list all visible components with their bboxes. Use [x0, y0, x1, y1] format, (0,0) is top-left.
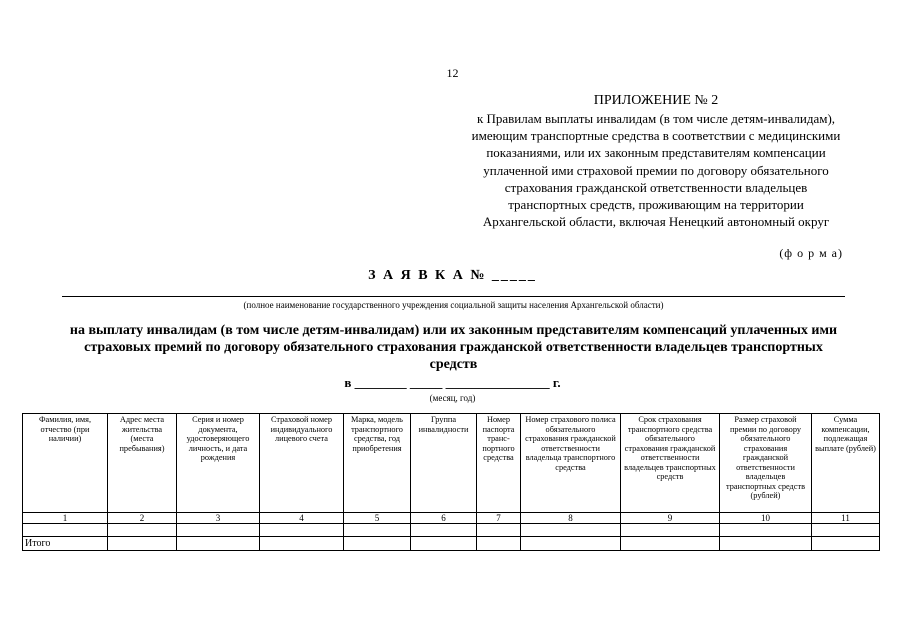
period-line: в ________ _____ ________________ г. [344, 375, 561, 390]
appendix-description: к Правилам выплаты инвалидам (в том числе детям-инвалидам), имеющим транспортные средства в соответствии с медицинскими показаниями, или их законным представителям компенсации уплаченной ими страховой премии по договору обязательного страхования гражданской ответственности владельцев транспортных средств, проживающим на территории Архангельской области, включая Ненецкий автономный округ [471, 111, 841, 230]
column-header: Номер паспорта транс- портного средства [477, 414, 521, 513]
table-cell [260, 524, 344, 537]
table-header-row [23, 414, 880, 513]
page-number: 12 [446, 66, 459, 80]
column-number: 2 [108, 513, 177, 524]
column-number: 6 [411, 513, 477, 524]
column-header: Сумма компенсации, подлежащая выплате (рублей) [812, 414, 880, 513]
column-header: Адрес места жительства (места пребывания) [108, 414, 177, 513]
table-cell [477, 537, 521, 551]
table-cell [108, 537, 177, 551]
column-header: Номер страхового полиса обязательного страхования гражданской ответственности владельца транспортного средства [521, 414, 621, 513]
organization-caption: (полное наименование государственного учреждения социальной защиты населения Архангельской области) [243, 300, 664, 310]
column-number: 3 [177, 513, 260, 524]
table-cell [23, 524, 108, 537]
column-header: Срок страхования транспортного средства обязательного страхования гражданской ответственности владельцев транспортных средств [621, 414, 720, 513]
column-number: 4 [260, 513, 344, 524]
column-number: 9 [621, 513, 720, 524]
table-cell [621, 537, 720, 551]
form-label: (ф о р м а) [779, 246, 843, 260]
column-number: 8 [521, 513, 621, 524]
table-cell [477, 524, 521, 537]
table-cell [344, 537, 411, 551]
table-cell [108, 524, 177, 537]
table-cell [411, 524, 477, 537]
column-number: 7 [477, 513, 521, 524]
application-table [22, 413, 880, 551]
table-cell [521, 524, 621, 537]
total-row [23, 537, 880, 551]
table-cell [177, 524, 260, 537]
column-header: Группа инвалидности [411, 414, 477, 513]
column-header: Страховой номер индивидуального лицевого счета [260, 414, 344, 513]
application-heading: З А Я В К А № _____ [368, 268, 537, 283]
table-cell [344, 524, 411, 537]
application-purpose: на выплату инвалидам (в том числе детям-инвалидам) или их законным представителям компенсаций уплаченных ими страховых премий по договору обязательного страхования гражданской ответственности владельцев транспортных средств [69, 323, 838, 372]
table-cell [177, 537, 260, 551]
organization-name-line [62, 296, 845, 297]
column-number: 10 [720, 513, 812, 524]
table-cell [411, 537, 477, 551]
table-cell [720, 537, 812, 551]
table-cell [260, 537, 344, 551]
period-caption: (месяц, год) [429, 393, 476, 403]
application-table-wrapper [22, 413, 880, 551]
appendix-title: ПРИЛОЖЕНИЕ № 2 [593, 93, 719, 108]
table-cell [812, 524, 880, 537]
column-number-row [23, 513, 880, 524]
column-number: 11 [812, 513, 880, 524]
column-header: Фамилия, имя, отчество (при наличии) [23, 414, 108, 513]
column-number: 1 [23, 513, 108, 524]
column-header: Марка, модель транспортного средства, год приобретения [344, 414, 411, 513]
column-header: Размер страховой премии по договору обязательного страхования гражданской ответственности владельцев транспортных средств (рублей) [720, 414, 812, 513]
table-row [23, 524, 880, 537]
column-header: Серия и номер документа, удостоверяющего личность, и дата рождения [177, 414, 260, 513]
table-cell [521, 537, 621, 551]
table-cell [720, 524, 812, 537]
total-label: Итого [23, 537, 108, 551]
column-number: 5 [344, 513, 411, 524]
table-cell [812, 537, 880, 551]
table-cell [621, 524, 720, 537]
